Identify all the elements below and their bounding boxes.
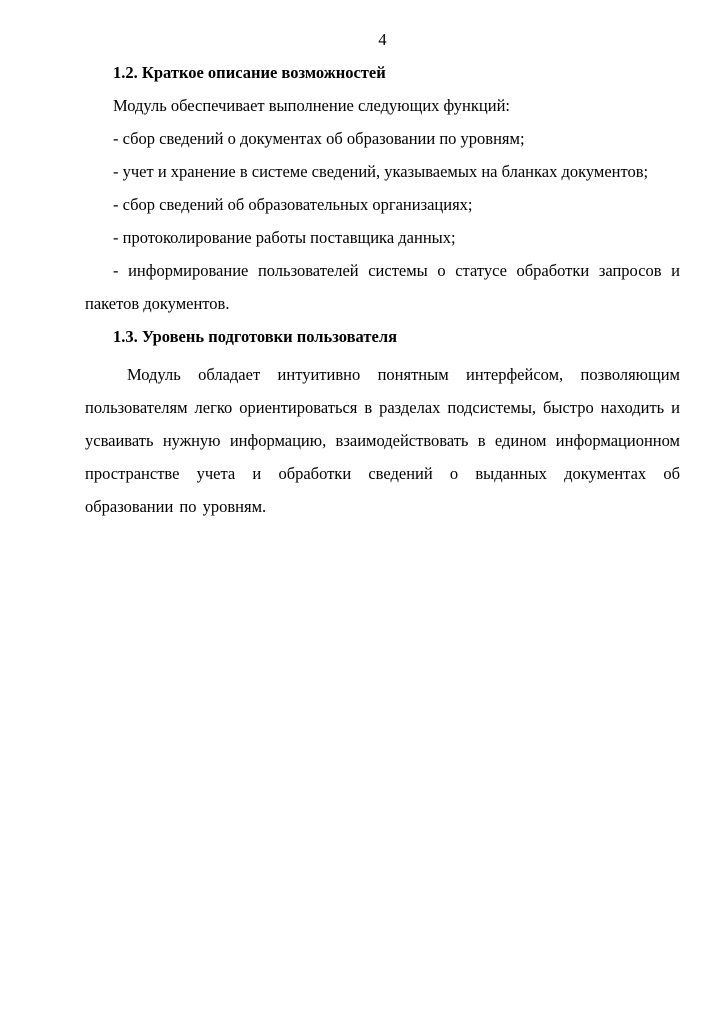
list-item: - информирование пользователей системы о статусе обработки запросов и пакетов документов. [85,261,680,313]
list-item: - сбор сведений об образовательных организациях; [113,195,473,214]
section2-body: Модуль обладает интуитивно понятным интерфейсом, позволяющим пользователям легко ориентироваться в разделах подсистемы, быстро находить и усваивать нужную информацию, взаимодействовать в едином информационном пространстве учета и обработки сведений о выданных документах об образовании по уровням. [85,365,680,516]
list-item: - сбор сведений о документах об образовании по уровням; [113,129,525,148]
section1-list [85,122,680,320]
list-item: - протоколирование работы поставщика данных; [113,228,456,247]
list-item: - учет и хранение в системе сведений, указываемых на бланках документов; [113,162,649,181]
page-number: 4 [378,30,387,49]
section-heading-1-3: 1.3. Уровень подготовки пользователя [113,327,397,346]
section-heading-1-2: 1.2. Краткое описание возможностей [113,63,386,82]
section1-intro: Модуль обеспечивает выполнение следующих функций: [113,96,510,115]
